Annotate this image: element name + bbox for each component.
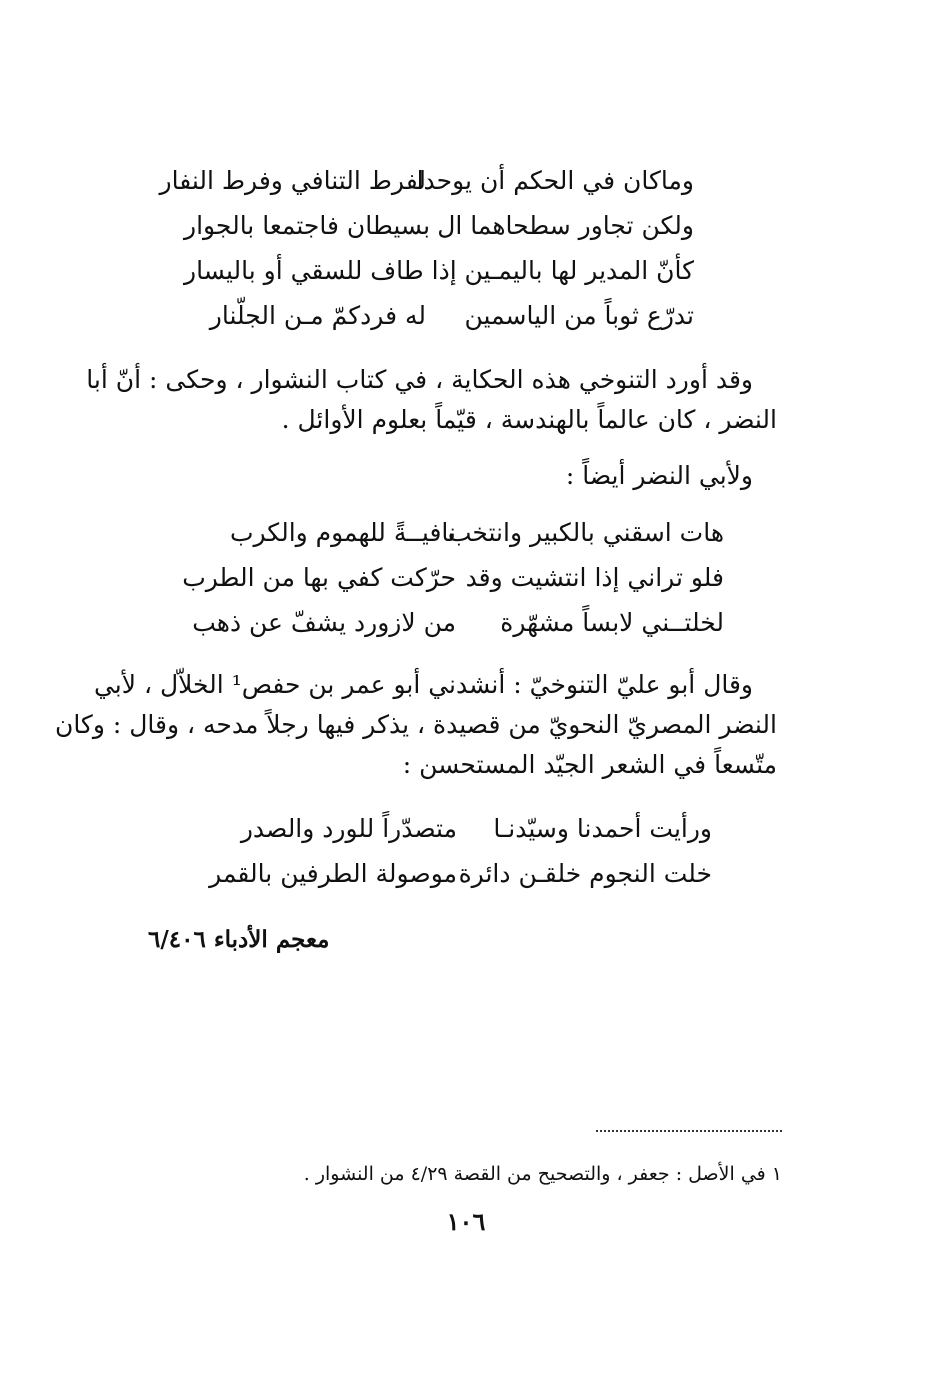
verse-second-hemistich: حرّكت كفي بها من الطرب: [182, 563, 456, 592]
paragraph-line: متّسعاً في الشعر الجيّد المستحسن :: [402, 750, 777, 779]
verse-line: [172, 806, 712, 851]
page-number: ١٠٦: [446, 1207, 486, 1236]
verse-first-hemistich: ورأيت أحمدنا وسيّدنـا: [493, 814, 712, 843]
poem-2: [164, 510, 724, 645]
verse-line: [172, 851, 712, 896]
verse-second-hemistich: متصدّراً للورد والصدر: [240, 814, 457, 843]
verse-second-hemistich: بسيطان فاجتمعا بالجوار: [184, 211, 431, 240]
poem-1: [159, 158, 694, 338]
verse-line: [184, 293, 694, 338]
verse-first-hemistich: خلت النجوم خلقـن دائرة: [458, 859, 712, 888]
verse-second-hemistich: موصولة الطرفين بالقمر: [209, 859, 457, 888]
verse-line: [164, 510, 724, 555]
source-citation: معجم الأدباء ٦/٤٠٦: [148, 926, 330, 953]
paragraph-line: النضر المصريّ النحويّ من قصيدة ، يذكر فيها رجلاً مدحه ، وقال : وكان: [54, 710, 777, 739]
poem-3: [172, 806, 712, 896]
verse-second-hemistich: نافيــةً للهموم والكرب: [229, 518, 456, 547]
verse-line: [184, 203, 694, 248]
paragraph-line: وقد أورد التنوخي هذه الحكاية ، في كتاب النشوار ، وحكى : أنّ أبا: [86, 365, 753, 394]
verse-line: [164, 600, 724, 645]
verse-line: [184, 248, 694, 293]
paragraph-2: [97, 456, 777, 496]
verse-second-hemistich: إذا طاف للسقي أو باليسار: [184, 256, 457, 285]
footnote: ١ في الأصل : جعفر ، والتصحيح من القصة ٤/٢٩ من النشوار .: [303, 1163, 782, 1185]
verse-first-hemistich: فلو تراني إذا انتشيت وقد: [465, 563, 724, 592]
paragraph-1: [86, 360, 777, 440]
paragraph-line: النضر ، كان عالماً بالهندسة ، قيّماً بعلوم الأوائل .: [281, 405, 777, 434]
verse-first-hemistich: وماكان في الحكم أن يوحدا: [416, 166, 694, 195]
verse-second-hemistich: لفرط التنافي وفرط النفار: [159, 166, 426, 195]
verse-second-hemistich: له فردكمّ مـن الجلّنار: [209, 301, 426, 330]
verse-first-hemistich: تدرّع ثوباً من الياسمين: [464, 301, 694, 330]
verse-first-hemistich: ولكن تجاور سطحاهما ال: [437, 211, 694, 240]
footnote-separator: [596, 1130, 782, 1132]
verse-first-hemistich: هات اسقني بالكبير وانتخب: [447, 518, 724, 547]
verse-line: [164, 555, 724, 600]
paragraph-3: [54, 665, 777, 785]
verse-first-hemistich: كأنّ المدير لها باليمـين: [464, 256, 694, 285]
verse-line: [159, 158, 694, 203]
paragraph-line: ولأبي النضر أيضاً :: [565, 461, 753, 490]
verse-second-hemistich: من لازورد يشفّ عن ذهب: [192, 608, 456, 637]
verse-first-hemistich: لخلتــني لابساً مشهّرة: [500, 608, 724, 637]
paragraph-line: وقال أبو عليّ التنوخيّ : أنشدني أبو عمر بن حفص¹ الخلاّل ، لأبي: [93, 670, 753, 699]
